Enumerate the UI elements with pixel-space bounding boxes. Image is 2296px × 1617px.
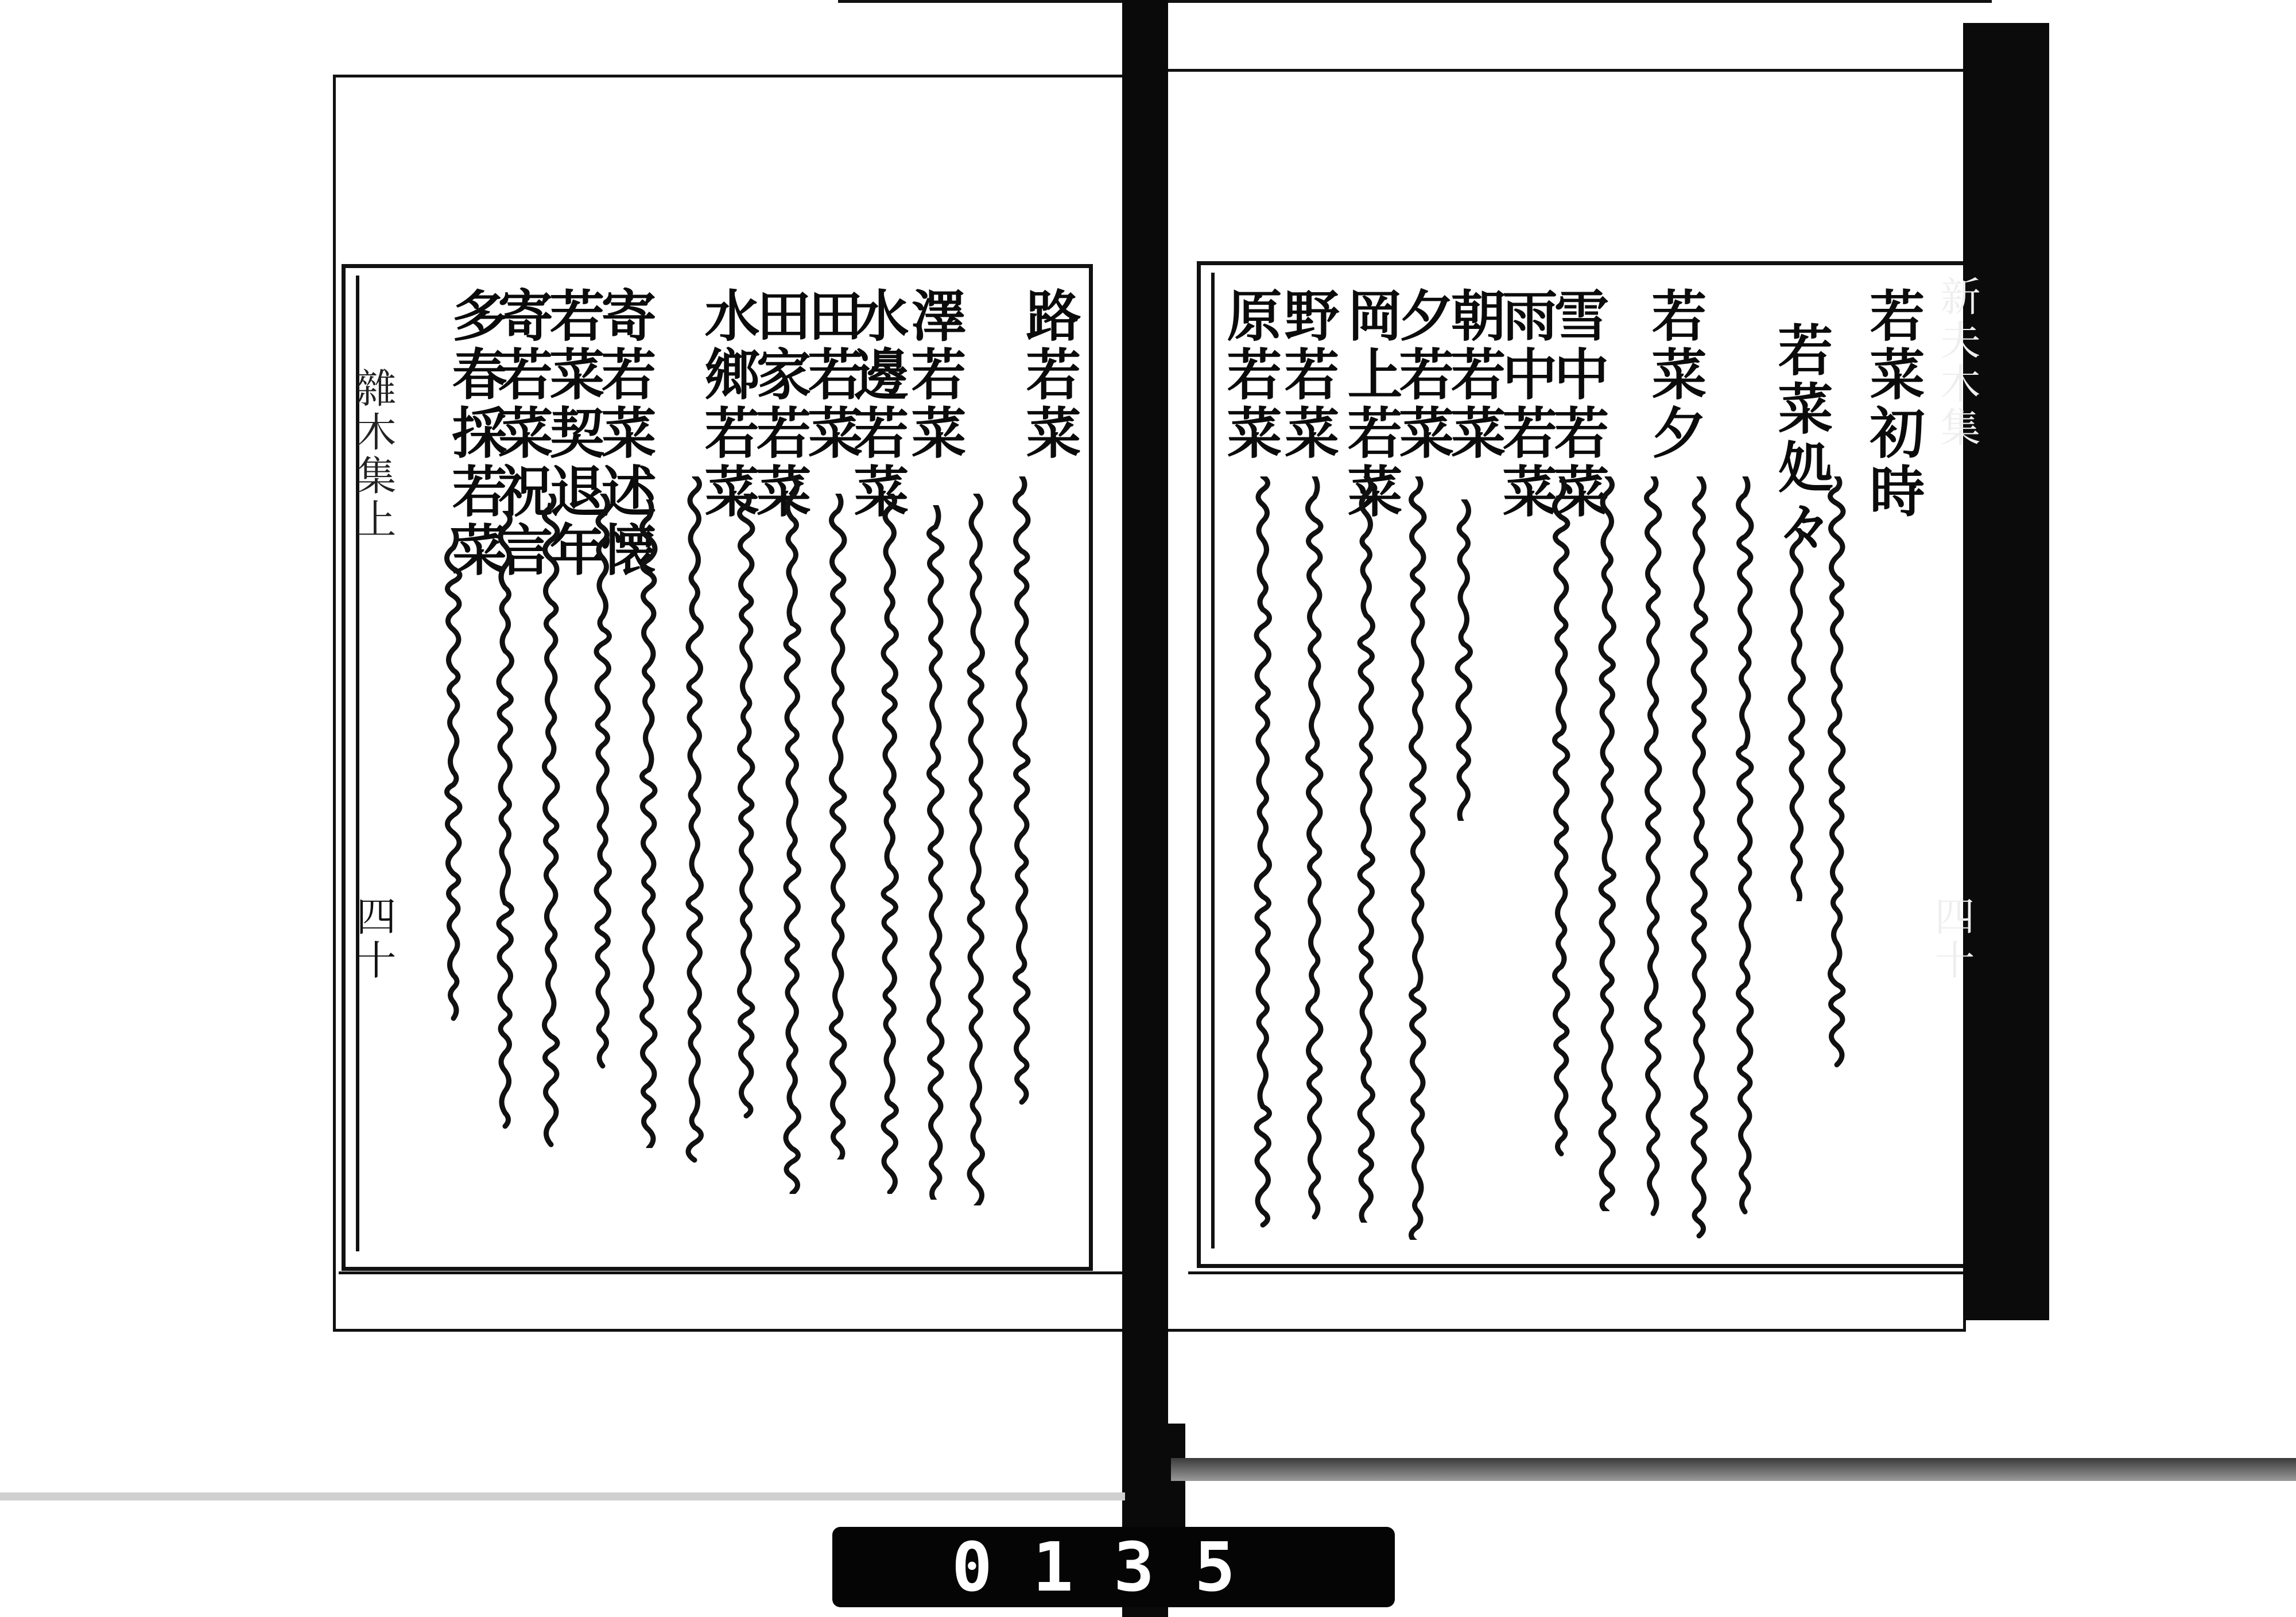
cursive-column xyxy=(1590,476,1624,1211)
cursive-stroke xyxy=(642,499,656,1148)
cursive-column xyxy=(1401,476,1435,1240)
cursive-stroke xyxy=(447,528,460,1018)
cursive-column xyxy=(677,476,712,1165)
top-edge-rule-right xyxy=(1148,0,1992,3)
cursive-column xyxy=(585,494,620,1073)
right-folio: 四十 xyxy=(1928,895,1975,983)
heading-right-10: 原若菜 xyxy=(1218,287,1283,463)
heading-right-3: 若菜夕 xyxy=(1643,287,1708,463)
cursive-stroke xyxy=(1256,476,1270,1225)
cursive-column xyxy=(488,511,522,1137)
cursive-stroke xyxy=(1360,476,1373,1223)
cursive-column xyxy=(534,494,568,1154)
cursive-stroke xyxy=(499,511,512,1126)
cursive-stroke xyxy=(1830,476,1844,1065)
cursive-stroke xyxy=(969,494,983,1205)
heading-right-1: 若菜初時 xyxy=(1861,287,1926,521)
scan-edge-shadow xyxy=(1963,23,2049,1320)
heading-left-1: 路若菜 xyxy=(1017,287,1082,463)
cursive-stroke xyxy=(883,494,897,1192)
cursive-stroke xyxy=(1739,476,1752,1212)
bottom-shadow-right xyxy=(1171,1458,2296,1481)
heading-right-4: 雪中若菜 xyxy=(1545,287,1610,521)
cursive-stroke xyxy=(929,505,943,1200)
frame-number-plate xyxy=(832,1527,1395,1607)
cursive-column xyxy=(959,494,993,1205)
right-fore-title: 新夫木集 xyxy=(1934,276,1981,450)
cursive-stroke xyxy=(740,494,753,1116)
cursive-stroke xyxy=(1555,476,1568,1154)
left-fore-title: 雜木集上 xyxy=(350,367,397,542)
heading-left-9: 寄若菜祝言 xyxy=(489,287,554,580)
left-folio: 四十 xyxy=(350,895,397,983)
cursive-stroke xyxy=(596,494,610,1066)
cursive-stroke xyxy=(832,494,845,1160)
heading-right-2: 若菜処々 xyxy=(1769,321,1834,556)
heading-left-2: 澤若菜 xyxy=(902,287,967,463)
heading-right-7: 夕若菜 xyxy=(1390,287,1455,463)
heading-right-8: 岡上若菜 xyxy=(1339,287,1403,521)
cursive-stroke xyxy=(1693,476,1706,1236)
cursive-column xyxy=(436,528,471,1022)
cursive-stroke xyxy=(786,476,799,1193)
cursive-stroke xyxy=(1015,476,1029,1102)
cursive-stroke xyxy=(1411,476,1425,1240)
heading-right-9: 野若菜 xyxy=(1275,287,1340,463)
frame-number: 0135 xyxy=(951,1527,1276,1607)
cursive-stroke xyxy=(1308,476,1321,1217)
heading-left-6: 水鄉若菜 xyxy=(696,287,761,521)
cursive-column xyxy=(1682,476,1716,1240)
cursive-stroke xyxy=(1601,476,1614,1211)
heading-left-10: 多春採若菜 xyxy=(443,287,508,580)
heading-left-5: 田家若菜 xyxy=(747,287,812,521)
cursive-column xyxy=(1820,476,1854,1068)
cursive-stroke xyxy=(688,476,701,1160)
cursive-stroke xyxy=(545,494,558,1145)
cursive-column xyxy=(1446,499,1481,821)
gutter-top-notch xyxy=(1137,0,1162,40)
heading-left-7: 寄若菜述懐 xyxy=(592,287,657,580)
gutter-notch xyxy=(1122,1424,1185,1538)
heading-left-3: 水邊若菜 xyxy=(845,287,910,521)
cursive-column xyxy=(1636,476,1670,1223)
heading-left-4: 田若菜 xyxy=(799,287,864,463)
cursive-column xyxy=(1349,476,1383,1223)
bottom-rule-right xyxy=(1188,1271,1963,1274)
cursive-column xyxy=(1297,476,1332,1223)
heading-right-5: 雨中若菜 xyxy=(1494,287,1558,521)
cursive-column xyxy=(872,494,907,1194)
bottom-rule-left xyxy=(339,1271,1125,1274)
cursive-column xyxy=(1246,476,1280,1228)
cursive-column xyxy=(631,499,666,1148)
cursive-column xyxy=(1004,476,1039,1108)
binding-gutter xyxy=(1122,0,1168,1617)
cursive-stroke xyxy=(1790,528,1804,901)
cursive-stroke xyxy=(1647,476,1660,1213)
cursive-column xyxy=(1544,476,1578,1165)
cursive-column xyxy=(1728,476,1762,1223)
right-frame-inner-rule xyxy=(1211,273,1215,1248)
cursive-column xyxy=(775,476,809,1194)
bottom-shadow-left xyxy=(0,1492,1125,1500)
heading-left-8: 若菜契退年 xyxy=(541,287,606,580)
cursive-column xyxy=(918,505,953,1200)
cursive-stroke xyxy=(1457,499,1471,821)
top-edge-rule xyxy=(838,0,1137,3)
cursive-column xyxy=(1779,528,1814,901)
cursive-column xyxy=(821,494,855,1160)
cursive-column xyxy=(729,494,763,1119)
heading-right-6: 朝若菜 xyxy=(1442,287,1507,463)
